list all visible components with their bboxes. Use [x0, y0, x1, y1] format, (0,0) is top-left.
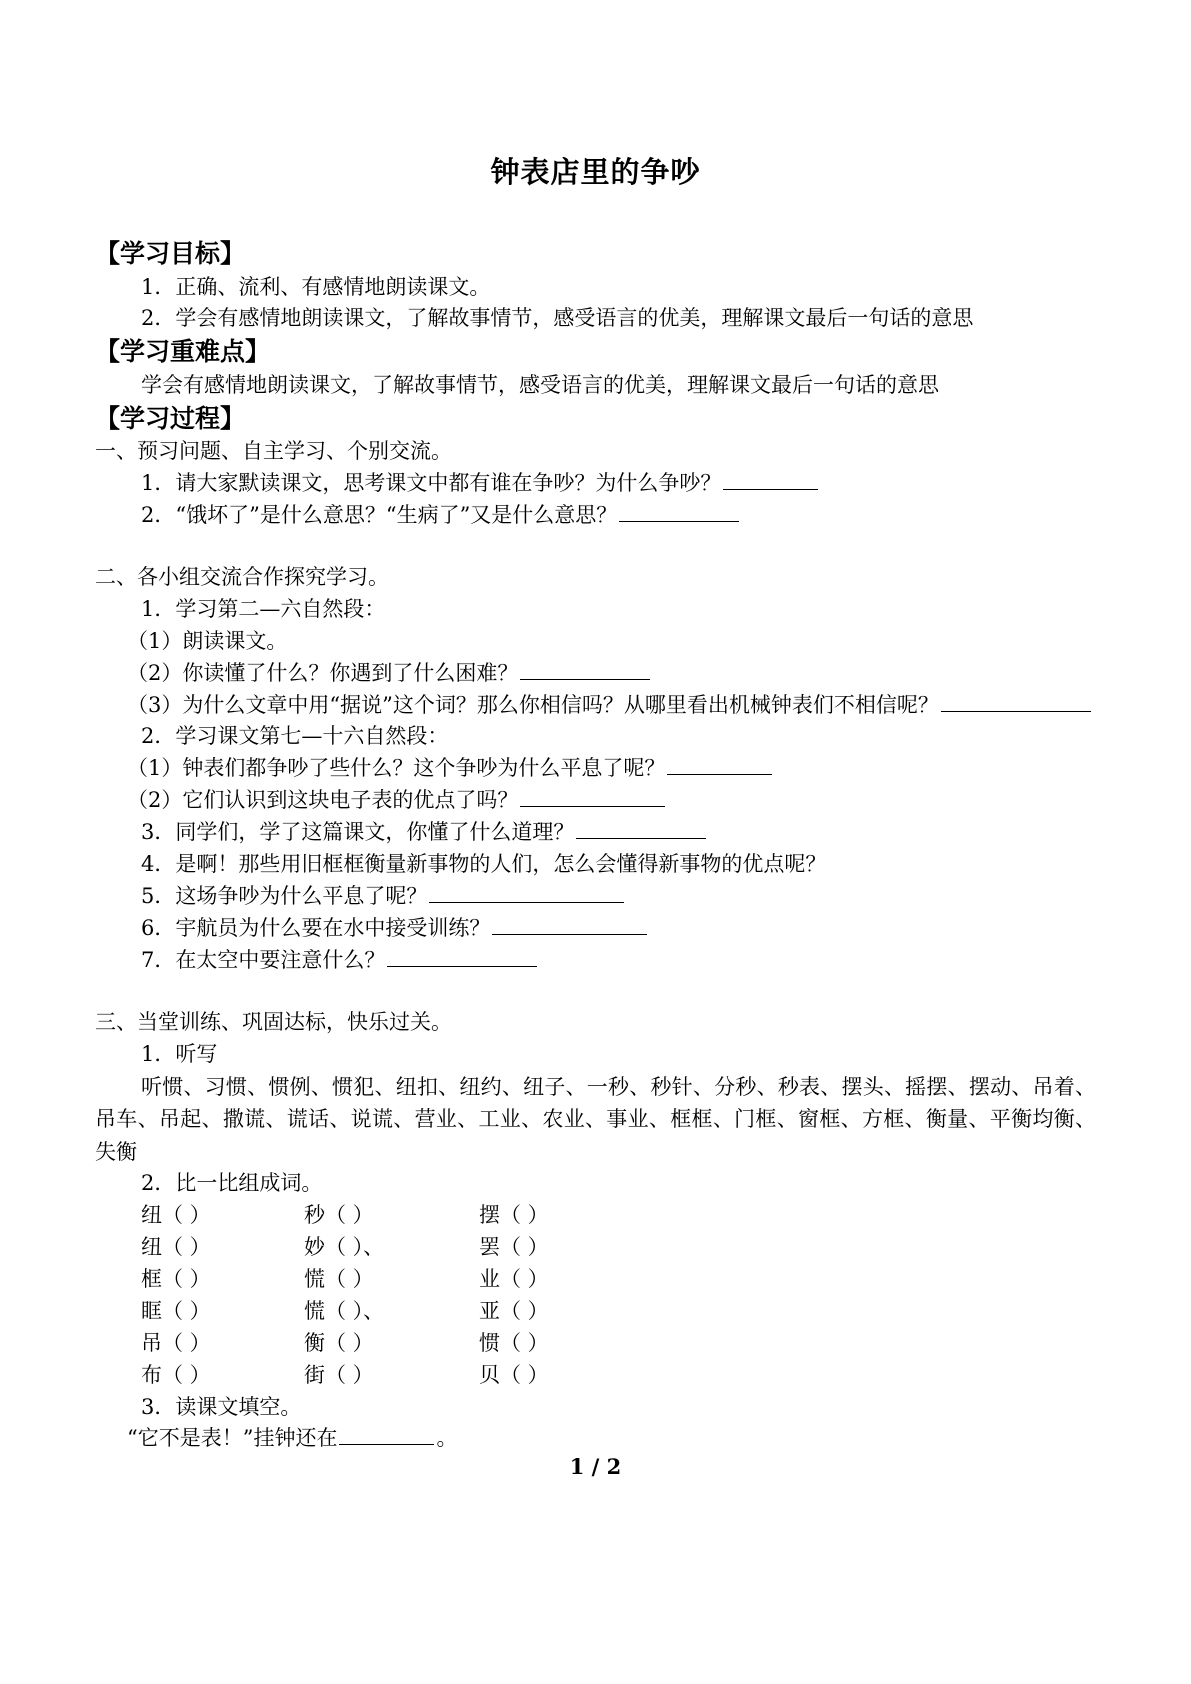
table-row [141, 1360, 654, 1392]
compare-cell[interactable]: 街（ ） [304, 1362, 374, 1387]
compare-cell[interactable]: 纽（ ） [141, 1203, 211, 1228]
part-two-item-5 [95, 881, 1096, 913]
compare-cell[interactable]: 亚（ ） [479, 1298, 549, 1323]
table-row [141, 1200, 654, 1232]
part-one-item-2-text: 2．“饿坏了”是什么意思？“生病了”又是什么意思？ [141, 503, 618, 528]
part-two-item-3 [95, 817, 1096, 849]
objective-item-1: 1．正确、流利、有感情地朗读课文。 [141, 274, 491, 299]
part-one-item-2 [95, 500, 1096, 532]
section-heading-objectives: 【学习目标】 [95, 239, 246, 268]
fill-blank-text-after: 。 [436, 1426, 458, 1451]
group-one-item-3 [95, 690, 1096, 722]
compare-cell[interactable]: 妙（ ）、 [304, 1234, 385, 1259]
dictation-word-list: 听惯、习惯、惯例、惯犯、纽扣、纽约、纽子、一秒、秒针、分秒、秒表、摆头、摇摆、摆动、吊着、吊车、吊起、撒谎、谎话、说谎、营业、工业、农业、事业、框框、门框、窗框、方框、衡量、平衡均衡、失衡 [95, 1074, 1096, 1164]
section-heading-key-points: 【学习重难点】 [95, 337, 271, 367]
part-two-item-3-text: 3．同学们，学了这篇课文，你懂了什么道理？ [141, 820, 575, 845]
compare-words-table [141, 1200, 654, 1391]
group-two-item-2 [95, 785, 1096, 817]
answer-blank[interactable] [492, 914, 647, 935]
dictation-label: 1．听写 [141, 1041, 218, 1066]
compare-cell[interactable]: 业（ ） [479, 1266, 549, 1291]
page-number: 1 / 2 [569, 1454, 622, 1479]
part-two-item-7-text: 7．在太空中要注意什么？ [141, 947, 386, 972]
answer-blank[interactable] [667, 754, 772, 775]
part-one-item-1 [95, 468, 1096, 500]
compare-label: 2．比一比组成词。 [141, 1171, 323, 1196]
fill-blank-label: 3．读课文填空。 [141, 1394, 302, 1419]
group-one-item-3-text: （3）为什么文章中用“据说”这个词？那么你相信吗？从哪里看出机械钟表们不相信呢？ [127, 692, 939, 717]
answer-blank[interactable] [339, 1424, 434, 1445]
part-three-title: 三、当堂训练、巩固达标，快乐过关。 [95, 1009, 452, 1034]
part-two-item-6-text: 6．宇航员为什么要在水中接受训练？ [141, 915, 491, 940]
answer-blank[interactable] [520, 786, 665, 807]
group-two-title: 2．学习课文第七—十六自然段： [141, 724, 449, 749]
compare-cell[interactable]: 眶（ ） [141, 1298, 211, 1323]
answer-blank[interactable] [941, 691, 1091, 712]
compare-cell[interactable]: 布（ ） [141, 1362, 211, 1387]
part-two-item-4: 4．是啊！那些用旧框框衡量新事物的人们，怎么会懂得新事物的优点呢？ [141, 852, 827, 877]
group-two-item-1 [95, 753, 1096, 785]
objective-item-2: 2．学会有感情地朗读课文，了解故事情节，感受语言的优美，理解课文最后一句话的意思 [141, 306, 974, 331]
fill-blank-text-before: “它不是表！”挂钟还在 [127, 1426, 338, 1451]
answer-blank[interactable] [387, 946, 537, 967]
compare-cell[interactable]: 框（ ） [141, 1266, 211, 1291]
answer-blank[interactable] [723, 469, 818, 490]
compare-cell[interactable]: 贝（ ） [479, 1362, 549, 1387]
table-row [141, 1232, 654, 1264]
spacer [95, 532, 1096, 562]
page-title: 钟表店里的争吵 [490, 155, 701, 189]
key-points-body: 学会有感情地朗读课文，了解故事情节，感受语言的优美，理解课文最后一句话的意思 [141, 372, 939, 397]
part-two-item-5-text: 5．这场争吵为什么平息了呢？ [141, 884, 428, 908]
group-one-item-2 [95, 658, 1096, 690]
section-heading-process: 【学习过程】 [95, 403, 246, 433]
compare-cell[interactable]: 罢（ ） [479, 1234, 549, 1259]
compare-cell[interactable]: 吊（ ） [141, 1330, 211, 1355]
spacer [95, 977, 1096, 1007]
part-one-item-1-text: 1．请大家默读课文，思考课文中都有谁在争吵？为什么争吵？ [141, 471, 722, 496]
compare-cell[interactable]: 慌（ ）、 [304, 1298, 385, 1323]
fill-blank-sentence [95, 1423, 1096, 1455]
group-two-item-2-text: （2）它们认识到这块电子表的优点了吗？ [127, 788, 519, 813]
group-one-title: 1．学习第二—六自然段： [141, 596, 386, 621]
compare-cell[interactable]: 纽（ ） [141, 1234, 211, 1259]
part-two-item-7 [95, 945, 1096, 977]
compare-cell[interactable]: 慌（ ） [304, 1266, 374, 1291]
compare-cell[interactable]: 摆（ ） [479, 1203, 549, 1228]
table-row [141, 1328, 654, 1360]
answer-blank[interactable] [520, 659, 650, 680]
compare-cell[interactable]: 衡（ ） [304, 1330, 374, 1355]
table-row [141, 1264, 654, 1296]
compare-cell[interactable]: 秒（ ） [304, 1203, 374, 1228]
compare-cell[interactable]: 惯（ ） [479, 1330, 549, 1355]
group-one-item-1: （1）朗读课文。 [127, 628, 288, 653]
group-two-item-1-text: （1）钟表们都争吵了些什么？这个争吵为什么平息了呢？ [127, 756, 666, 781]
answer-blank[interactable] [619, 501, 739, 522]
table-row [141, 1296, 654, 1328]
part-two-title: 二、各小组交流合作探究学习。 [95, 564, 389, 589]
part-one-title: 一、预习问题、自主学习、个别交流。 [95, 439, 452, 464]
answer-blank[interactable] [576, 818, 706, 839]
part-two-item-6 [95, 913, 1096, 945]
group-one-item-2-text: （2）你读懂了什么？你遇到了什么困难？ [127, 660, 519, 685]
answer-blank[interactable] [429, 882, 624, 903]
